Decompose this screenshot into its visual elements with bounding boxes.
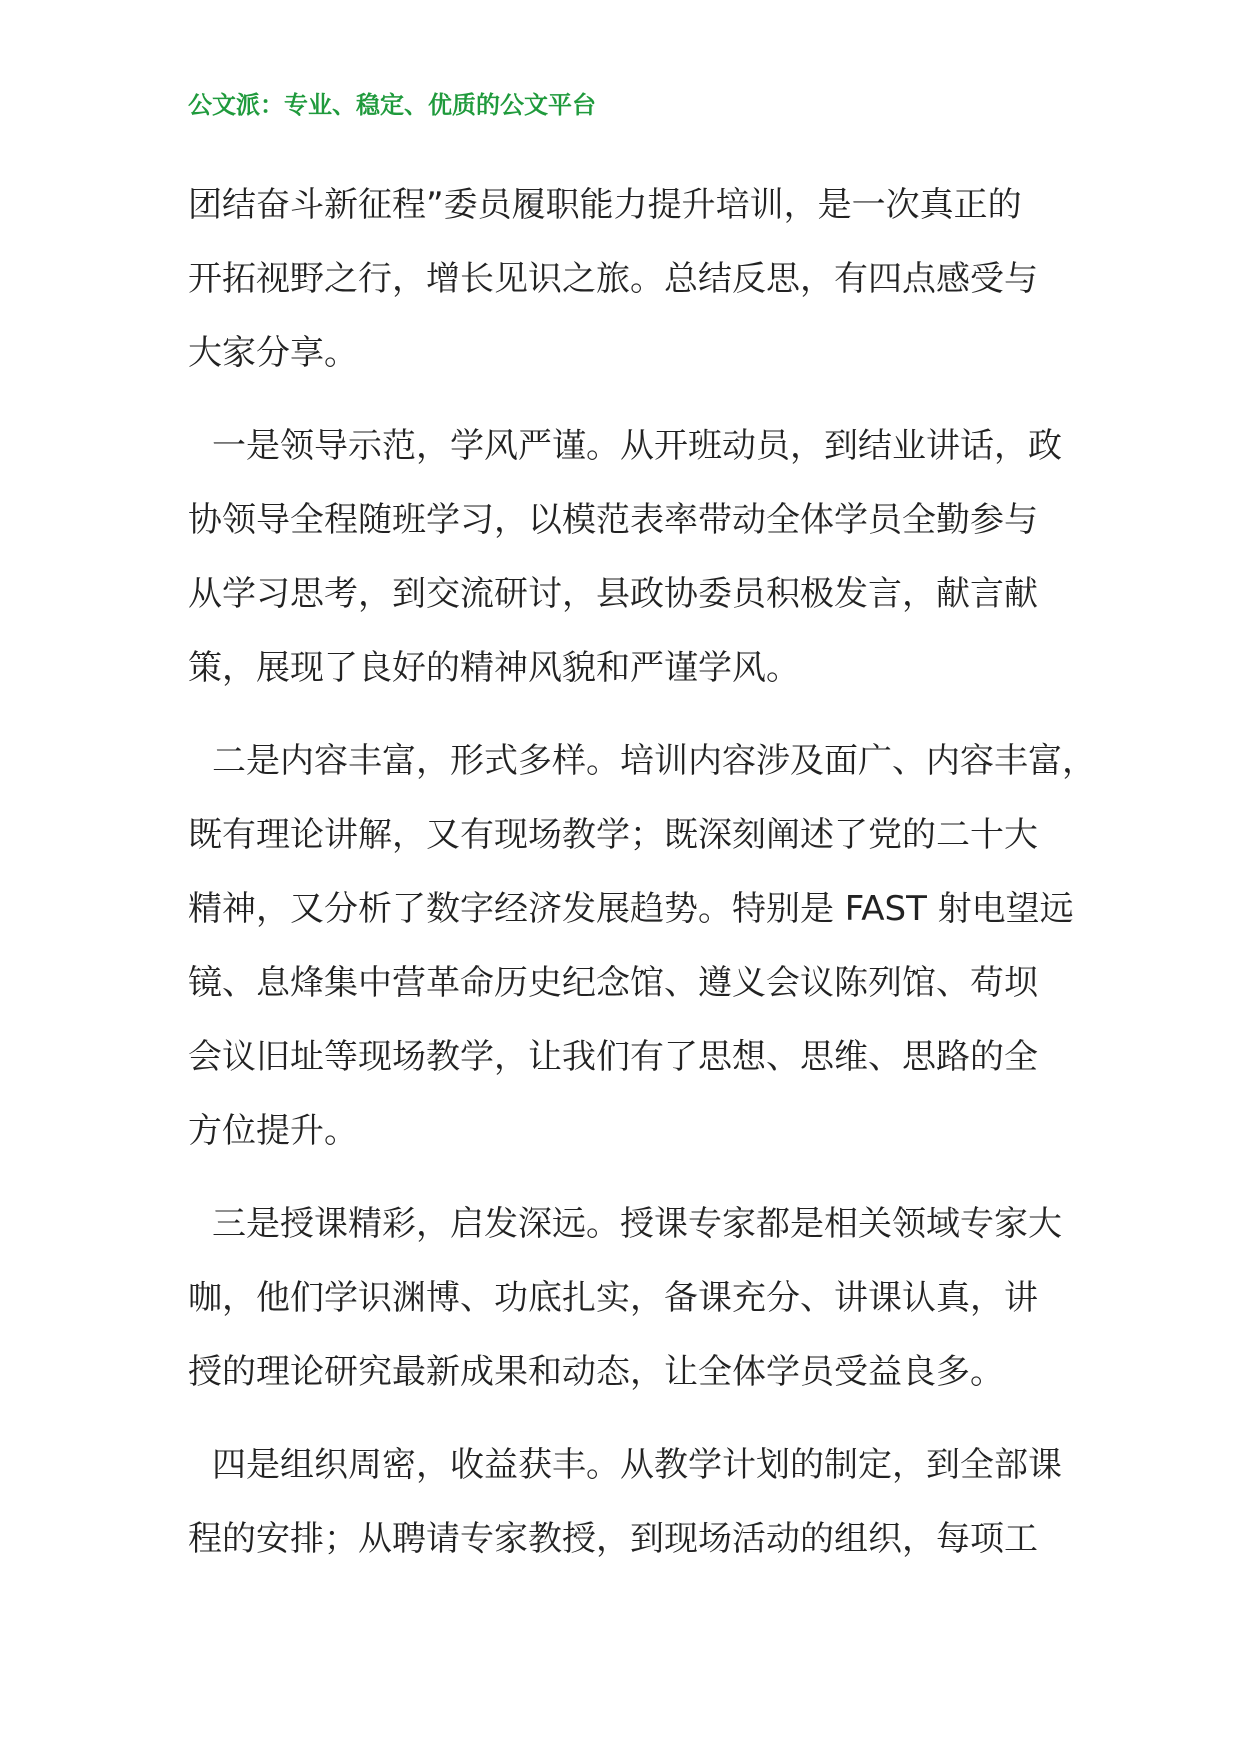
document-body — [188, 168, 1096, 1576]
text-line: 三是授课精彩，启发深远。授课专家都是相关领域专家大 — [212, 1204, 1062, 1244]
text-line: 团结奋斗新征程”委员履职能力提升培训，是一次真正的 — [188, 185, 1022, 225]
text-line: 一是领导示范，学风严谨。从开班动员，到结业讲话，政 — [212, 426, 1062, 466]
paragraph — [188, 1428, 1088, 1576]
text-line: 咖，他们学识渊博、功底扎实，备课充分、讲课认真，讲 — [188, 1278, 1038, 1318]
text-line: 方位提升。 — [188, 1111, 358, 1151]
paragraph-spacer — [188, 1409, 1088, 1428]
text-line: 程的安排；从聘请专家教授，到现场活动的组织，每项工 — [188, 1519, 1038, 1559]
text-line: 大家分享。 — [188, 333, 358, 373]
text-line: 协领导全程随班学习，以模范表率带动全体学员全勤参与 — [188, 500, 1038, 540]
text-line: 精神，又分析了数字经济发展趋势。特别是 FAST 射电望远 — [188, 889, 1074, 929]
paragraph-spacer — [188, 705, 1088, 724]
text-line: 授的理论研究最新成果和动态，让全体学员受益良多。 — [188, 1352, 1004, 1392]
paragraph — [188, 168, 1088, 390]
text-line: 既有理论讲解，又有现场教学；既深刻阐述了党的二十大 — [188, 815, 1038, 855]
text-line: 四是组织周密，收益获丰。从教学计划的制定，到全部课 — [212, 1445, 1062, 1485]
text-line: 会议旧址等现场教学，让我们有了思想、思维、思路的全 — [188, 1037, 1038, 1077]
text-line: 二是内容丰富，形式多样。培训内容涉及面广、内容丰富， — [212, 741, 1096, 781]
paragraph — [188, 409, 1088, 705]
text-line: 从学习思考，到交流研讨，县政协委员积极发言，献言献 — [188, 574, 1038, 614]
paragraph-spacer — [188, 390, 1088, 409]
paragraph — [188, 1187, 1088, 1409]
text-line: 策，展现了良好的精神风貌和严谨学风。 — [188, 648, 800, 688]
text-line: 镜、息烽集中营革命历史纪念馆、遵义会议陈列馆、苟坝 — [188, 963, 1038, 1003]
paragraph — [188, 724, 1096, 1168]
site-header: 公文派：专业、稳定、优质的公文平台 — [188, 90, 596, 119]
paragraph-spacer — [188, 1168, 1088, 1187]
text-line: 开拓视野之行，增长见识之旅。总结反思，有四点感受与 — [188, 259, 1038, 299]
